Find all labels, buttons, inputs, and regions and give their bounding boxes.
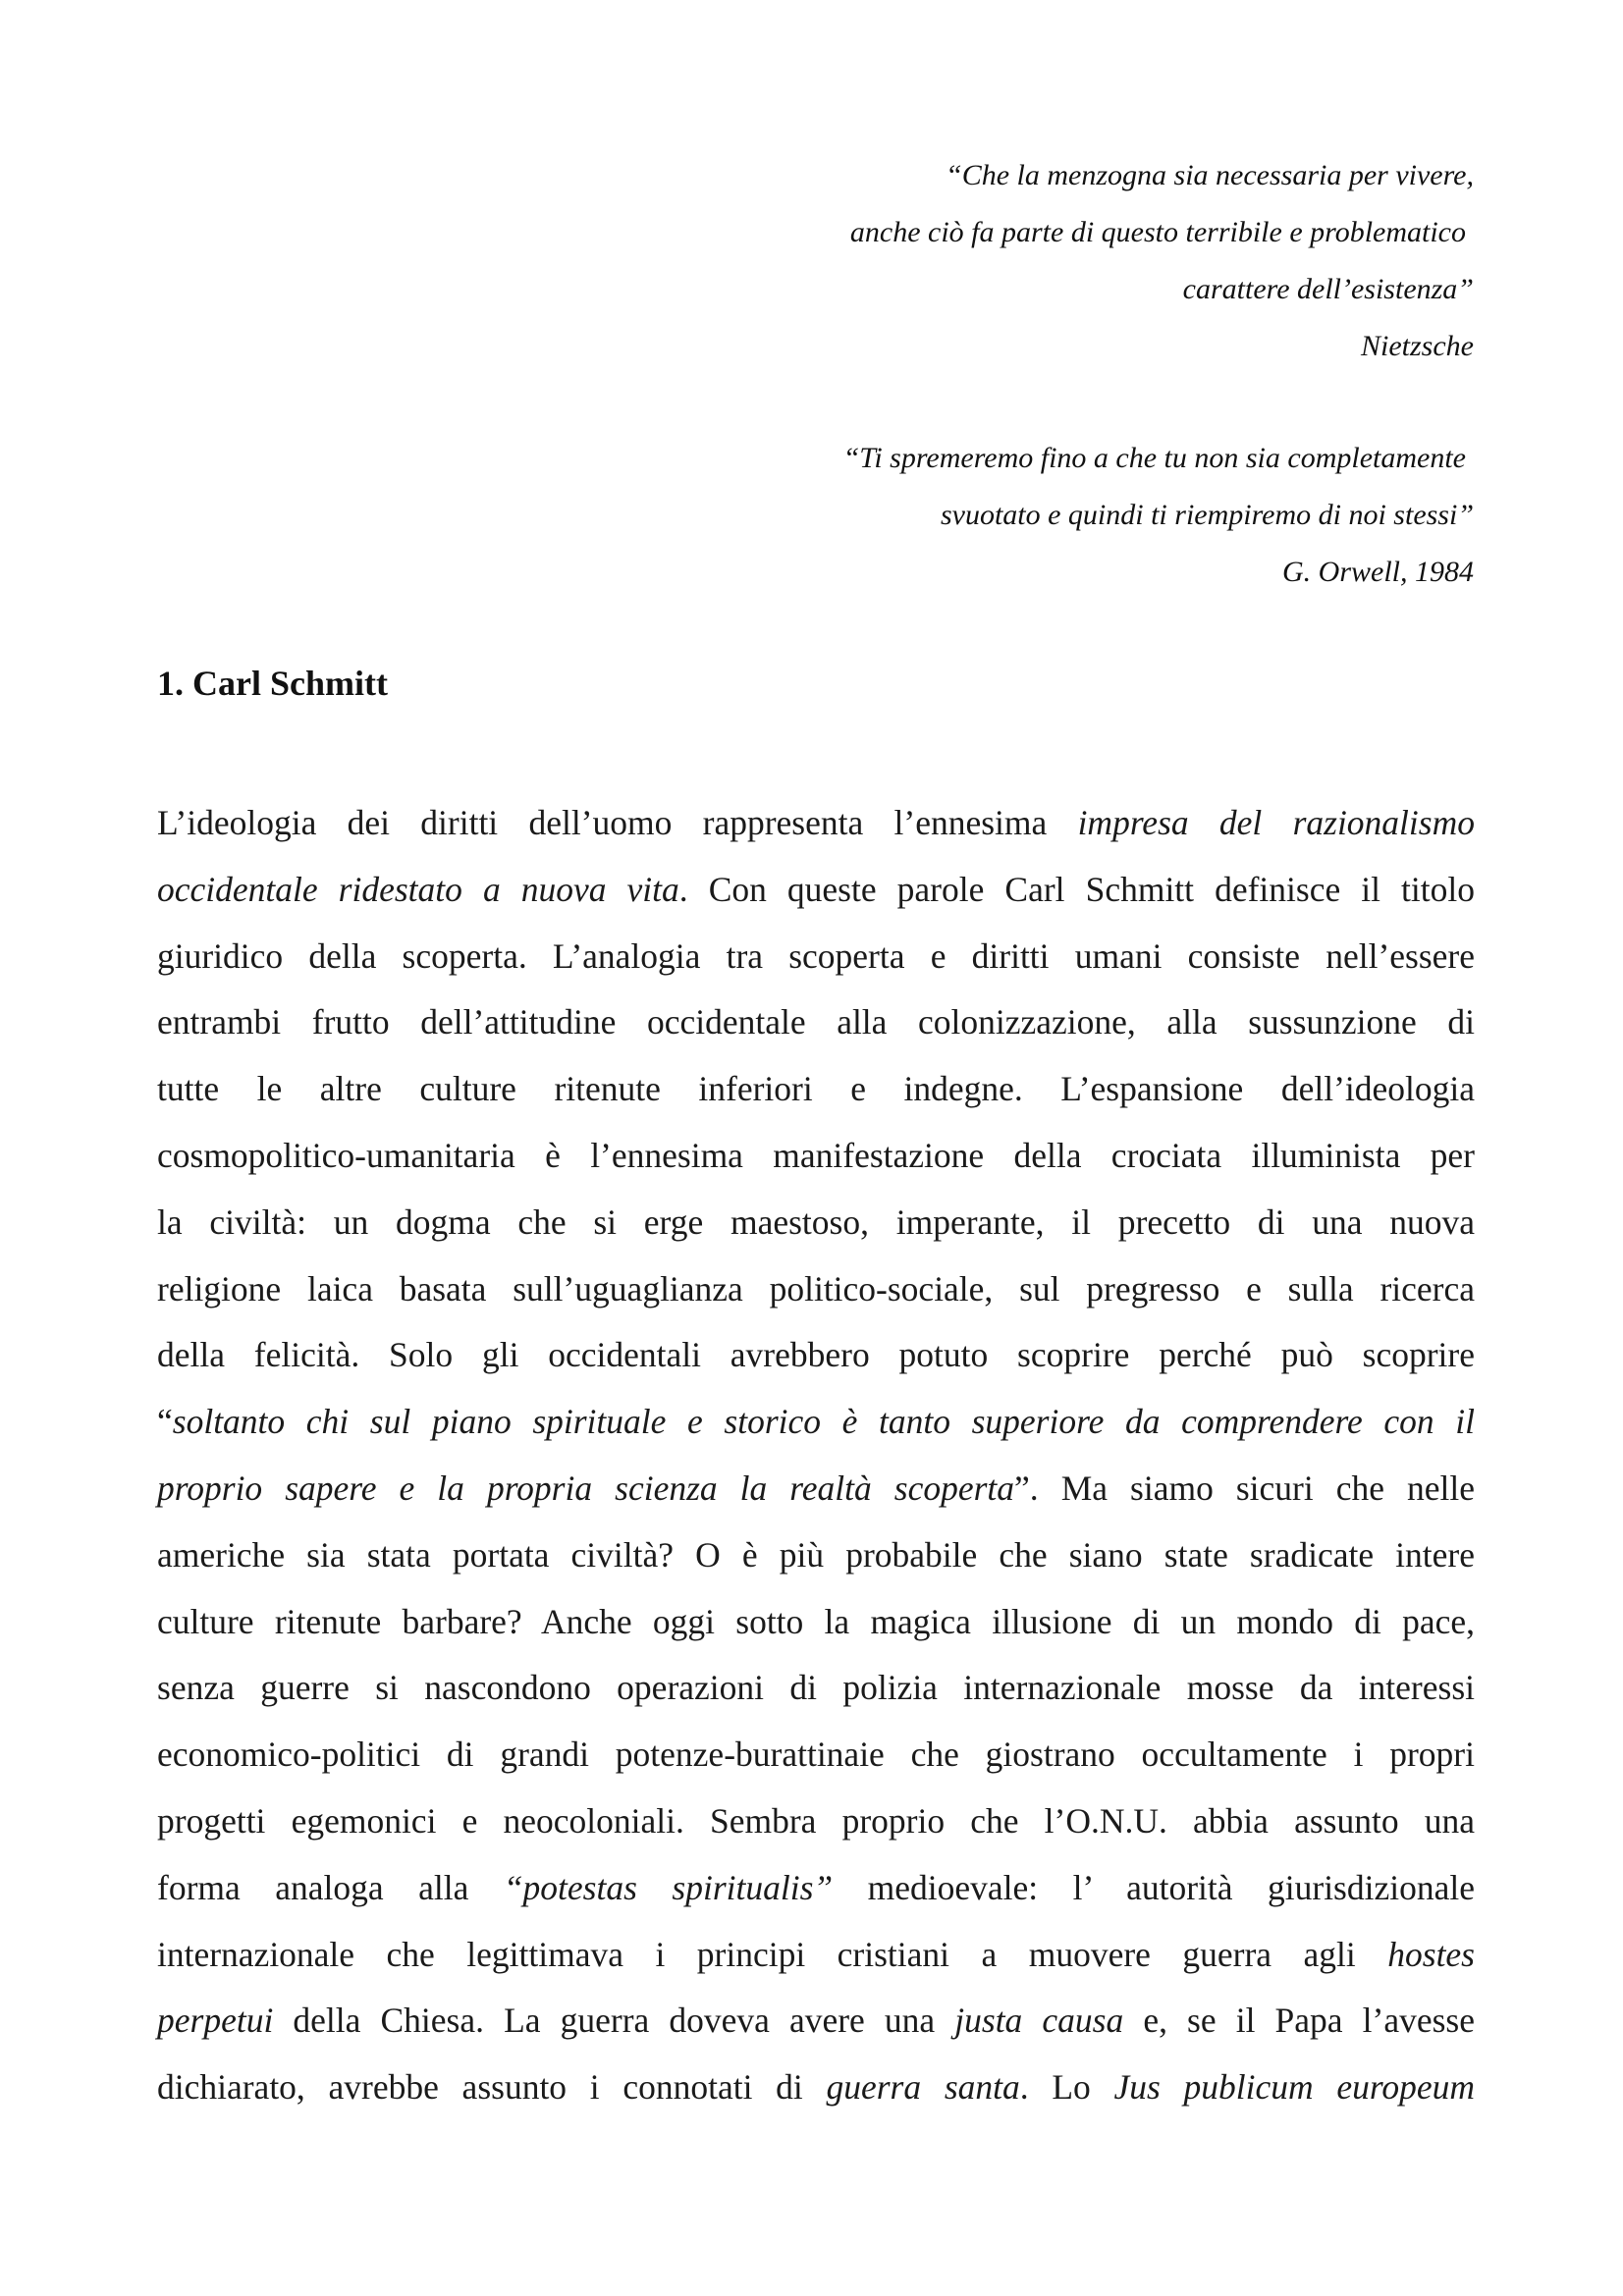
text-line [157,1123,1475,1190]
text-line [157,1322,1475,1389]
text-line [157,1389,1475,1456]
text-run: della felicità. Solo gli occidentali avrebbero potuto scoprire perché può scoprire [157,1335,1475,1375]
italic-run: impresa del razionalismo [1077,803,1475,842]
text-line [157,1589,1475,1656]
text-line [157,1655,1475,1722]
text-run: tutte le altre culture ritenute inferiori e indegne. L’espansione dell’ideologia [157,1069,1475,1109]
text-run: forma analoga alla [157,1867,504,1907]
text-run: religione laica basata sull’uguaglianza politico-sociale, sul pregresso e sulla ricerca [157,1268,1475,1308]
text-run: “ [157,1402,173,1442]
text-run: della Chiesa. La guerra doveva avere una [273,2001,955,2041]
epigraph-nietzsche [850,147,1474,375]
text-run: dichiarato, avrebbe assunto i connotati di [157,2067,827,2108]
text-line [157,1789,1475,1855]
text-line [157,989,1475,1056]
italic-run: guerra santa [826,2067,1020,2108]
epigraph-line: svuotato e quindi ti riempiremo di noi stessi” [940,499,1474,531]
text-run: cosmopolitico-umanitaria è l’ennesima manifestazione della crociata illuminista per [157,1135,1475,1175]
text-run: medioevale: l’ autorità giurisdizionale [833,1867,1475,1907]
text-line [157,1256,1475,1323]
text-run: L’ideologia dei diritti dell’uomo rappresenta l’ennesima [157,803,1078,842]
text-run: giuridico della scoperta. L’analogia tra scoperta e diritti umani consiste nell’essere [157,935,1475,976]
text-line [157,857,1475,924]
text-line [157,1522,1475,1589]
section-heading: 1. Carl Schmitt [157,664,388,703]
italic-run: Jus publicum europeum [1113,2067,1476,2108]
text-run: . Lo [1019,2067,1114,2108]
text-line [157,790,1475,857]
epigraph-author: G. Orwell, 1984 [1282,556,1474,588]
italic-run: “potestas spiritualis” [503,1867,834,1907]
epigraph-line: anche ciò fa parte di questo terribile e problematico [849,216,1466,248]
text-run: ”. Ma siamo sicuri che nelle [1014,1468,1476,1508]
epigraph-line: “Ti spremeremo fino a che tu non sia completamente [842,442,1466,474]
text-line [157,1056,1475,1123]
italic-run: hostes [1387,1934,1475,1974]
text-line [157,2055,1475,2121]
text-run: economico-politici di grandi potenze-burattinaie che giostrano occultamente i propri [157,1735,1475,1775]
text-line [157,1988,1475,2055]
text-run: e, se il Papa l’avesse [1123,2001,1475,2041]
epigraph-orwell [843,430,1474,601]
text-run: internazionale che legittimava i principi cristiani a muovere guerra agli [157,1934,1388,1974]
text-line [157,1855,1475,1922]
text-line [157,924,1475,990]
text-run: . Con queste parole Carl Schmitt definisce il titolo [678,869,1475,909]
text-run: americhe sia stata portata civiltà? O è più probabile che siano state sradicate intere [157,1534,1475,1575]
epigraph-line: carattere dell’esistenza” [1182,273,1474,305]
italic-run: occidentale ridestato a nuova vita [157,869,679,909]
body-paragraph [157,790,1475,2121]
text-line [157,1922,1475,1989]
text-run: senza guerre si nascondono operazioni di polizia internazionale mosse da interessi [157,1668,1475,1708]
text-run: la civiltà: un dogma che si erge maestoso, imperante, il precetto di una nuova [157,1201,1475,1242]
text-run: culture ritenute barbare? Anche oggi sotto la magica illusione di un mondo di pace, [157,1601,1475,1641]
text-run: progetti egemonici e neocoloniali. Sembra proprio che l’O.N.U. abbia assunto una [157,1800,1475,1841]
epigraph-author: Nietzsche [1361,330,1474,362]
italic-run: justa causa [954,2001,1124,2041]
text-line [157,1722,1475,1789]
italic-run: soltanto chi sul piano spirituale e storico è tanto superiore da comprendere con il [172,1402,1475,1442]
text-line [157,1456,1475,1522]
text-line [157,1190,1475,1256]
epigraph-line: “Che la menzogna sia necessaria per vivere, [946,159,1474,191]
italic-run: perpetui [157,2001,274,2041]
italic-run: proprio sapere e la propria scienza la realtà scoperta [157,1468,1015,1508]
text-run: entrambi frutto dell’attitudine occidentale alla colonizzazione, alla sussunzione di [157,1002,1475,1042]
